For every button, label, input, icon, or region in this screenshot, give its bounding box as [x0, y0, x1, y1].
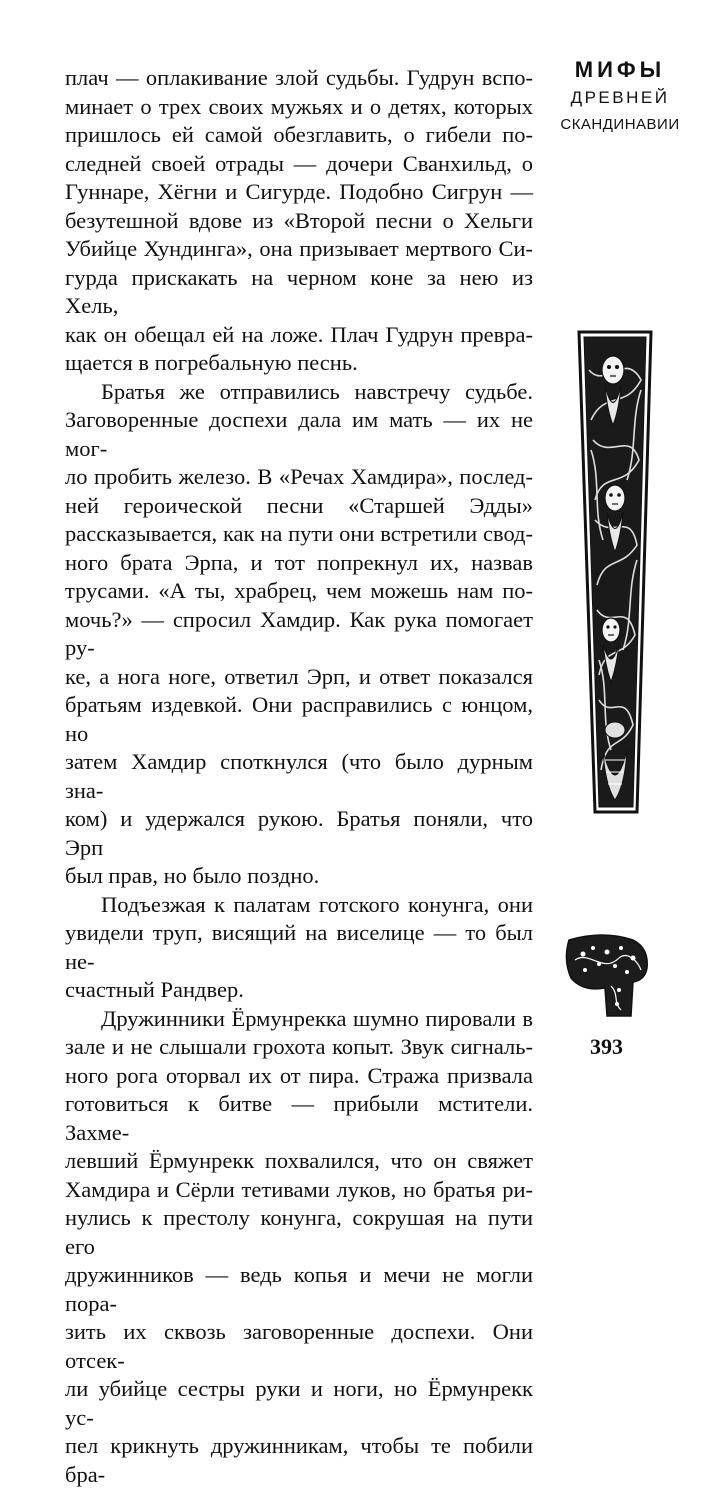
paragraph-1: [65, 64, 533, 378]
paragraph-4: [65, 1005, 533, 1489]
body-text: [65, 64, 533, 1489]
text-line: Заговоренные доспехи дала им мать — их не мог-: [65, 406, 533, 463]
text-line: безутешной вдове из «Второй песни о Хельги: [65, 207, 533, 236]
text-line: ли убийце сестры руки и ноги, но Ёрмунрекк ус-: [65, 1375, 533, 1432]
text-line: гурда прискакать на черном коне за нею из Хель,: [65, 264, 533, 321]
series-subtitle-line2: СКАНДИНАВИИ: [560, 112, 680, 138]
text-line: ней героической песни «Старшей Эдды»: [65, 492, 533, 521]
text-line: минает о трех своих мужьях и о детях, которых: [65, 93, 533, 122]
text-line: Гуннаре, Хёгни и Сигурде. Подобно Сигрун —: [65, 178, 533, 207]
series-header: [560, 56, 680, 138]
text-line: Братья же отправились навстречу судьбе.: [65, 378, 533, 407]
text-line: ного рога оторвал их от пира. Стража призвала: [65, 1062, 533, 1091]
text-line: дружинников — ведь копья и мечи не могли пора-: [65, 1261, 533, 1318]
text-line: следней своей отрады — дочери Сванхильд, о: [65, 150, 533, 179]
text-line: затем Хамдир споткнулся (что было дурным зна-: [65, 748, 533, 805]
text-line: зить их сквозь заговоренные доспехи. Они отсек-: [65, 1318, 533, 1375]
text-line: ло пробить железо. В «Речах Хамдира», послед-: [65, 463, 533, 492]
series-subtitle-line1: ДРЕВНЕЙ: [560, 84, 680, 112]
animal-head-ornament: [563, 930, 655, 1022]
text-line: ке, а нога ноге, ответил Эрп, и ответ показался: [65, 663, 533, 692]
page-number: 393: [590, 1033, 650, 1061]
paragraph-3: [65, 891, 533, 1005]
paragraph-2: [65, 378, 533, 891]
text-line: щается в погребальную песнь.: [65, 349, 533, 378]
text-line: счастный Рандвер.: [65, 976, 533, 1005]
text-line: пел крикнуть дружинникам, чтобы те побили бра-: [65, 1432, 533, 1489]
text-line: ком) и удержался рукою. Братья поняли, что Эрп: [65, 805, 533, 862]
text-line: Убийце Хундинга», она призывает мертвого Си-: [65, 235, 533, 264]
series-title: МИФЫ: [560, 56, 680, 84]
text-line: Подъезжая к палатам готского конунга, они: [65, 891, 533, 920]
text-line: мочь?» — спросил Хамдир. Как рука помогает ру-: [65, 606, 533, 663]
text-line: трусами. «А ты, храбрец, чем можешь нам по-: [65, 577, 533, 606]
text-line: нулись к престолу конунга, сокрушая на пути его: [65, 1204, 533, 1261]
text-line: ного брата Эрпа, и тот попрекнул их, назвав: [65, 549, 533, 578]
text-line: пришлось ей самой обезглавить, о гибели по-: [65, 121, 533, 150]
carved-panel-illustration: [575, 330, 655, 814]
text-line: как он обещал ей на ложе. Плач Гудрун превра-: [65, 321, 533, 350]
text-line: увидели труп, висящий на виселице — то был не-: [65, 919, 533, 976]
text-line: был прав, но было поздно.: [65, 862, 533, 891]
text-line: левший Ёрмунрекк похвалился, что он свяжет: [65, 1147, 533, 1176]
text-line: готовиться к битве — прибыли мстители. Захме-: [65, 1090, 533, 1147]
text-line: Дружинники Ёрмунрекка шумно пировали в: [65, 1005, 533, 1034]
text-line: плач — оплакивание злой судьбы. Гудрун вспо-: [65, 64, 533, 93]
text-line: братьям издевкой. Они расправились с юнцом, но: [65, 691, 533, 748]
text-line: рассказывается, как на пути они встретили свод-: [65, 520, 533, 549]
text-line: зале и не слышали грохота копыт. Звук сигналь-: [65, 1033, 533, 1062]
text-line: Хамдира и Сёрли тетивами луков, но братья ри-: [65, 1176, 533, 1205]
